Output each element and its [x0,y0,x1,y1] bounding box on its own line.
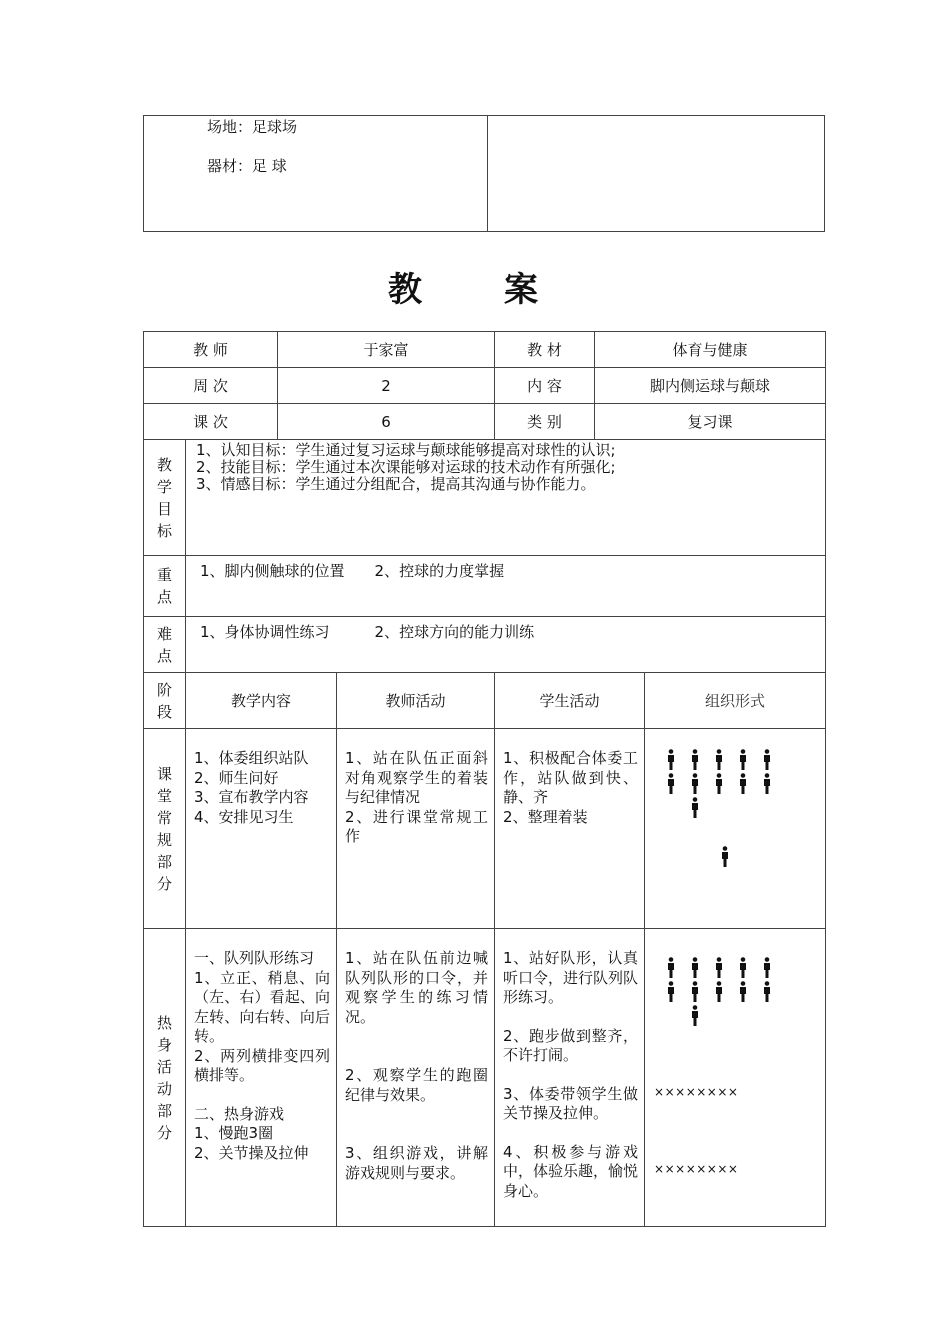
venue-text: 场地：足球场 [207,118,298,136]
equipment-text: 器材：足 球 [207,157,287,175]
content-label: 内 容 [495,368,595,404]
key-points-text: 1、脚内侧触球的位置 2、控球的力度掌握 [186,556,826,617]
lesson-plan-table [143,331,826,1227]
student-figure-icon [762,981,772,1003]
student-figure-icon [738,957,748,979]
venue-cell [144,116,488,232]
warmup-row [144,929,826,1227]
student-figure-icon [666,773,676,795]
student-figure-icon [714,981,724,1003]
difficulties-row [144,617,826,673]
goals-label: 教 学 目 标 [144,440,186,556]
venue-empty-cell [488,116,825,232]
warmup-teacher: 1、站在队伍前边喊队列队形的口令，并观察学生的练习情况。 2、观察学生的跑圈纪律与效果。 3、组织游戏，讲解游戏规则与要求。 [337,929,495,1227]
student-figure-icon [690,1005,700,1027]
student-figure-icon [690,773,700,795]
student-figure-icon [738,981,748,1003]
student-figure-icon [762,749,772,771]
info-row [144,404,826,440]
teacher-value: 于家富 [278,332,495,368]
student-figure-icon [714,957,724,979]
stage-header: 阶 段 [144,673,186,729]
difficulties-label: 难 点 [144,617,186,673]
key-points-label: 重 点 [144,556,186,617]
warmup-student: 1、站好队形，认真听口令，进行队列队形练习。 2、跑步做到整齐，不许打闹。 3、体委带领学生做关节操及拉伸。 4、积极参与游戏中，体验乐趣，愉悦身心。 [495,929,645,1227]
student-figure-icon [666,749,676,771]
student-figure-icon [690,957,700,979]
student-activity-header: 学生活动 [495,673,645,729]
routine-teacher: 1、站在队伍正面斜对角观察学生的着装与纪律情况 2、进行课堂常规工作 [337,729,495,929]
key-points-row [144,556,826,617]
student-figure-icon [714,773,724,795]
routine-content: 1、体委组织站队 2、师生问好 3、宣布教学内容 4、安排见习生 [186,729,337,929]
student-figure-icon [666,981,676,1003]
warmup-organization [645,929,826,1227]
organization-header: 组织形式 [645,673,826,729]
student-figure-icon [666,957,676,979]
difficulties-text: 1、身体协调性练习 2、控球方向的能力训练 [186,617,826,673]
warmup-content: 一、队列队形练习 1、立正、稍息、向（左、右）看起、向左转、向右转、向后转。 2、两列横排变四列横排等。 二、热身游戏 1、慢跑3圈 2、关节操及拉伸 [186,929,337,1227]
textbook-label: 教 材 [495,332,595,368]
teacher-label: 教 师 [144,332,278,368]
content-header: 教学内容 [186,673,337,729]
x-formation-row: ×××××××× [654,1162,739,1176]
page-title: 教 案 [388,270,562,310]
student-figure-icon [690,797,700,819]
type-label: 类 别 [495,404,595,440]
goals-text: 1、认知目标：学生通过复习运球与颠球能够提高对球性的认识; 2、技能目标：学生通过本次课能够对运球的技术动作有所强化; 3、情感目标：学生通过分组配合，提高其沟通与协作能力。 [186,440,826,556]
student-figure-icon [762,957,772,979]
student-figure-icon [690,981,700,1003]
routine-organization [645,729,826,929]
routine-stage-label: 课 堂 常 规 部 分 [144,729,186,929]
content-value: 脚内侧运球与颠球 [595,368,826,404]
lesson-label: 课 次 [144,404,278,440]
teacher-activity-header: 教师活动 [337,673,495,729]
info-row [144,368,826,404]
student-figure-icon [762,773,772,795]
textbook-value: 体育与健康 [595,332,826,368]
week-value: 2 [278,368,495,404]
student-figure-icon [720,846,730,868]
x-formation-row: ×××××××× [654,1085,739,1099]
goals-row [144,440,826,556]
student-figure-icon [738,749,748,771]
student-figure-icon [738,773,748,795]
venue-table [143,115,825,232]
routine-row [144,729,826,929]
student-figure-icon [714,749,724,771]
info-row [144,332,826,368]
column-header-row [144,673,826,729]
warmup-stage-label: 热 身 活 动 部 分 [144,929,186,1227]
lesson-value: 6 [278,404,495,440]
type-value: 复习课 [595,404,826,440]
student-figure-icon [690,749,700,771]
week-label: 周 次 [144,368,278,404]
routine-student: 1、积极配合体委工作，站队做到快、静、齐 2、整理着装 [495,729,645,929]
